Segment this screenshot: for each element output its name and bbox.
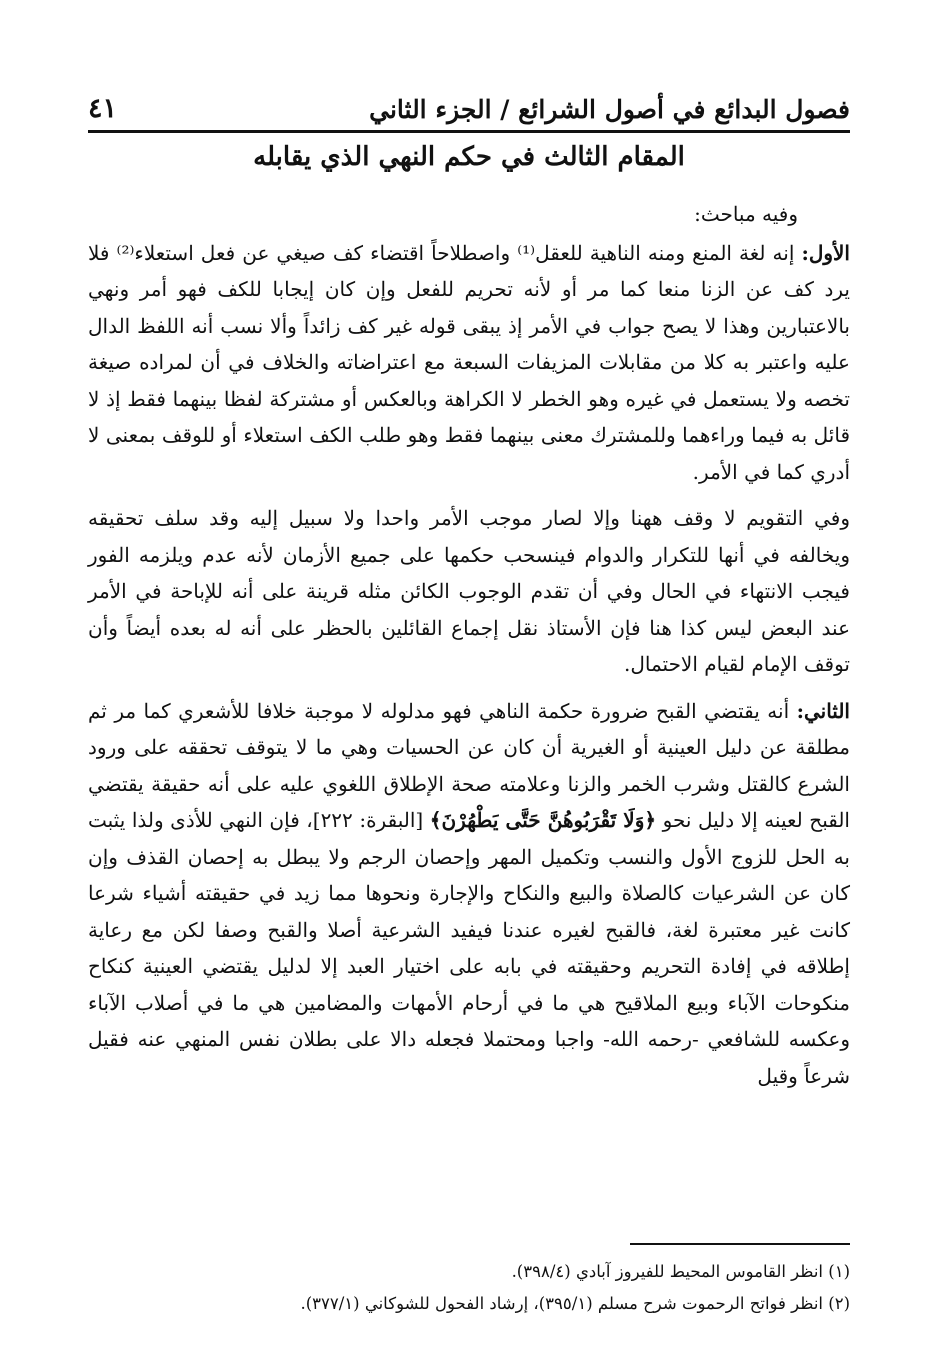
page-number: ٤١ — [88, 93, 118, 124]
quran-verse: ﴿وَلَا تَقْرَبُوهُنَّ حَتَّى يَطْهُرْنَ﴾ — [429, 808, 657, 832]
footnote-2: (٢) انظر فواتح الرحموت شرح مسلم (٣٩٥/١)، إرشاد الفحول للشوكاني (٣٧٧/١). — [300, 1294, 850, 1313]
paragraph-first-text: إنه لغة المنع ومنه الناهية للعقل⁽¹⁾ واصطلاحاً اقتضاء كف صيغي عن فعل استعلاء⁽²⁾ فلا يرد كف عن الزنا منعا كما مر أو لأنه تحريم للفعل وإن كان إيجابا للكف فهو أمر ونهي بالاعتبارين وهذا لا يصح جواب في الأمر إذ يبقى قوله غير كف زائداً وألا نسب أنه اللفظ الدال عليه واعتبر به كلا من مقابلات المزيفات السبعة مع اعتراضاته والخلاف في أن لمراده صيغة تخصه ولا يستعمل في غيره وهو الخطر لا الكراهة وبالعكس أو مشتركة لفظا بينهما فقط إذ لا قائل به فيما وراءهما وللمشترك معنى بينهما فقط وهو طلب الكف استعلاء أو للوقف بمعنى لا أدري كما في الأمر. — [88, 240, 850, 484]
body-text — [88, 196, 850, 1094]
paragraph-second-lead: الثاني: — [796, 698, 850, 723]
footnote-1: (١) انظر القاموس المحيط للفيروز آبادي (٣٩٨/٤). — [511, 1262, 850, 1281]
footnotes — [88, 1256, 850, 1320]
intro-line: وفيه مباحث: — [694, 202, 798, 226]
paragraph-second — [88, 693, 850, 1095]
footnote-separator — [630, 1243, 850, 1245]
paragraph-first — [88, 235, 850, 491]
paragraph-taqwim: وفي التقويم لا وقف ههنا وإلا لصار موجب الأمر واحدا ولا سبيل إليه وقد سلف تحقيقه ويخالفه في أنها للتكرار والدوام فينسحب حكمها على جميع الأزمان لأنه عدم ويلزمه الفور فيجب الانتهاء في الحال وفي أن تقدم الوجوب الكائن مثله قرينة على أنه للإباحة في الأمر عند البعض ليس كذا هنا فإن الأستاذ نقل إجماع القائلين بالحظر على أنه له بعده أيضاً وأن توقف الإمام لقيام الاحتمال. — [88, 506, 850, 676]
paragraph-second-text-before: أنه يقتضي القبح ضرورة حكمة الناهي فهو مدلوله لا موجبة خلافا للأشعري كما مر ثم مطلقة عن دليل العينية أو الغيرية أن كان عن الحسيات وهي ما لا يتوقف تحققه على ورود الشرع كالقتل وشرب الخمر والزنا وعلامته صحة الإطلاق اللغوي عليه على أنه حقيقة يقتضي القبح لعينه إلا دليل نحو — [88, 698, 850, 832]
paragraph-first-lead: الأول: — [801, 240, 850, 265]
running-header — [88, 74, 850, 133]
paragraph-second-text-after: [البقرة: ٢٢٢]، فإن النهي للأذى ولذا يثبت به الحل للزوج الأول والنسب وتكميل المهر وإحصان الرجم ولا يبطل به إحصان القذف وإن كان عن الشرعيات كالصلاة والبيع والنكاح والإجارة ونحوها مما زيد في حقيقته أشياء شرعا كانت غير معتبرة لغة، فالقبح لغيره عندنا فيفيد الشرعية أصلا والقبح وصفا لكن مع رعاية إطلاقه في إفادة التحريم وحقيقته في بابه على اختيار العبد إلا لدليل يقتضي العينية كنكاح منكوحات الآباء وبيع الملاقيح هي ما في أرحام الأمهات والمضامين هي ما في أصلاب الآباء وعكسه للشافعي -رحمه الله- واجبا ومحتملا فجعله دالا على بطلان نفس المنهي عنه فقيل شرعاً وقيل — [88, 808, 850, 1088]
section-title: المقام الثالث في حكم النهي الذي يقابله — [253, 142, 685, 172]
running-header-title: فصول البدائع في أصول الشرائع / الجزء الثاني — [369, 95, 850, 124]
